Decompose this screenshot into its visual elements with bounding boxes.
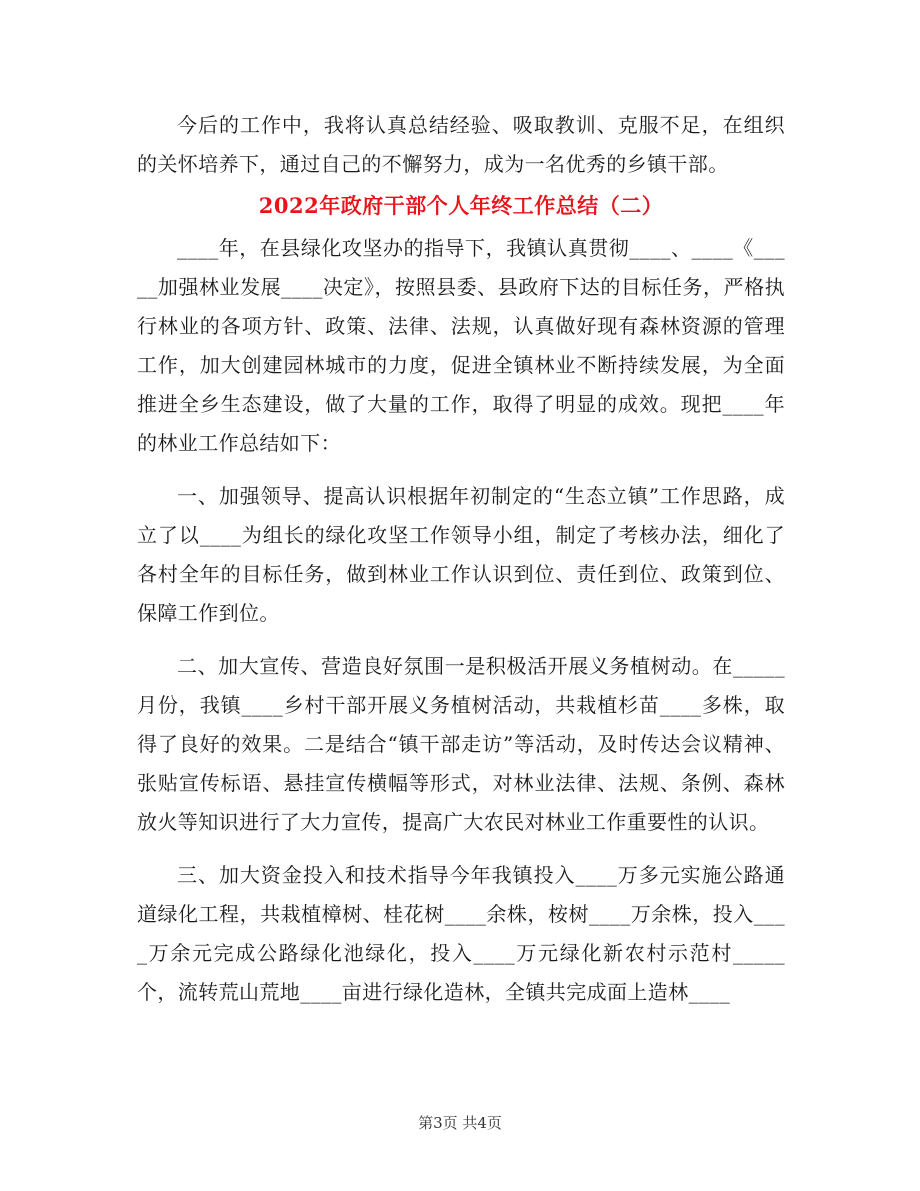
- page-number-footer: 第3页 共4页: [418, 1114, 502, 1132]
- section-title: 2022年政府干部个人年终工作总结（二）: [258, 193, 664, 218]
- paragraph-summary: ____年，在县绿化攻坚办的指导下，我镇认真贯彻____、____《_____加强林业发展____决定》，按照县委、县政府下达的目标任务，严格执行林业的各项方针、政策、法律、法规，认真做好现有森林资源的管理工作，加大创建园林城市的力度，促进全镇林业不断持续发展，为全面推进全乡生态建设，做了大量的工作，取得了明显的成效。现把____年的林业工作总结如下：: [137, 236, 785, 455]
- document-page: [137, 106, 785, 1012]
- paragraph-investment: 三、加大资金投入和技术指导今年我镇投入____万多元实施公路通道绿化工程，共栽植樟树、桂花树____余株，桉树____万余株，投入____万余元完成公路绿化池绿化，投入____万元绿化新农村示范村_____个，流转荒山荒地____亩进行绿化造林，全镇共完成面上造林____: [137, 863, 785, 1004]
- paragraph-leadership: 一、加强领导、提高认识根据年初制定的“生态立镇”工作思路，成立了以____为组长的绿化攻坚工作领导小组，制定了考核办法，细化了各村全年的目标任务，做到林业工作认识到位、责任到位、政策到位、保障工作到位。: [137, 484, 785, 625]
- paragraph-publicity: 二、加大宣传、营造良好氛围一是积极活开展义务植树动。在_____月份，我镇____乡村干部开展义务植树活动，共栽植杉苗____多株，取得了良好的效果。二是结合“镇干部走访”等活动，及时传达会议精神、张贴宣传标语、悬挂宣传横幅等形式，对林业法律、法规、条例、森林放火等知识进行了大力宣传，提高广大农民对林业工作重要性的认识。: [137, 654, 785, 834]
- paragraph-intro: 今后的工作中，我将认真总结经验、吸取教训、克服不足，在组织的关怀培养下，通过自己的不懈努力，成为一名优秀的乡镇干部。: [137, 113, 785, 176]
